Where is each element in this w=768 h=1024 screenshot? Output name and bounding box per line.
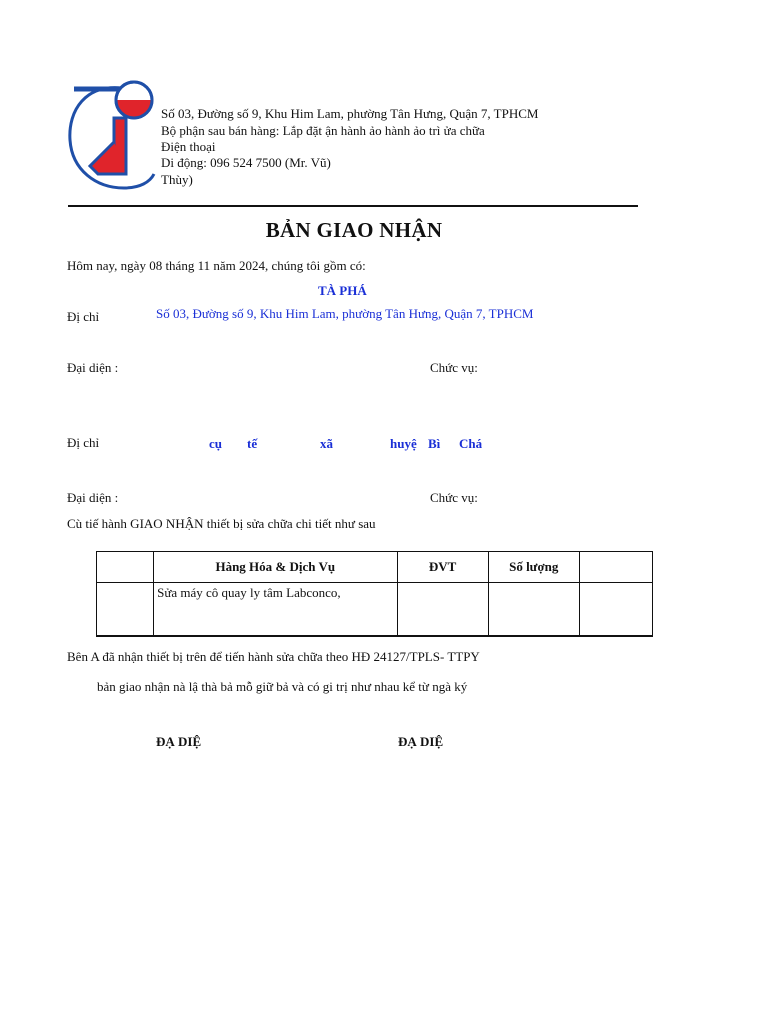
handover-line: Cù tiế hành GIAO NHẬN thiết bị sửa chữa chi tiết như sau [67, 516, 376, 531]
party-b-address-part: Chá [459, 436, 483, 451]
party-b-address-part: huyệ [390, 436, 417, 451]
signature-party-a: ĐẠ DIỆ [156, 734, 202, 749]
header-divider [68, 205, 638, 207]
after-sales-line: Bộ phận sau bán hàng: Lắp đặt ận hành ảo hành ảo trì ửa chữa [161, 123, 485, 138]
mobile-line: Di động: 096 524 7500 (Mr. Vũ) [161, 155, 331, 170]
party-a-address-label: Đị chỉ [67, 309, 100, 324]
phone-line: Điện thoại [161, 139, 216, 154]
table-cell: Sửa máy cô quay ly tâm Labconco, [154, 583, 397, 637]
party-b-address-part: cụ [209, 436, 222, 451]
table-header-cell: ĐVT [397, 552, 488, 583]
table-header-cell: Số lượng [488, 552, 579, 583]
table-cell [579, 583, 652, 637]
party-b-position-label: Chức vụ: [430, 490, 478, 505]
company-address: Số 03, Đường số 9, Khu Him Lam, phường Tân Hưng, Quận 7, TPHCM [161, 106, 539, 121]
party-a-rep-label: Đại diện : [67, 360, 119, 375]
party-b-address-label: Đị chỉ [67, 435, 100, 450]
table-cell [97, 583, 154, 637]
items-table [96, 551, 653, 637]
table-cell [488, 583, 579, 637]
table-cell [397, 583, 488, 637]
table-header-cell: Hàng Hóa & Dịch Vụ [154, 552, 397, 583]
table-row [97, 583, 653, 637]
intro-line: Hôm nay, ngày 08 tháng 11 năm 2024, chúng tôi gồm có: [67, 258, 366, 273]
document-title: BẢN GIAO NHẬN [265, 218, 443, 242]
table-header-row [97, 552, 653, 583]
company-logo [64, 70, 158, 192]
signature-party-b: ĐẠ DIỆ [398, 734, 444, 749]
party-a-position-label: Chức vụ: [430, 360, 478, 375]
party-b-address-part: Bì [428, 436, 441, 451]
after-table-line: Bên A đã nhận thiết bị trên để tiến hành sửa chữa theo HĐ 24127/TPLS- TTPY [67, 649, 480, 664]
party-a-address: Số 03, Đường số 9, Khu Him Lam, phường Tân Hưng, Quận 7, TPHCM [156, 306, 534, 321]
party-b-address-part: xã [320, 436, 333, 451]
copies-line: bản giao nhận nà lậ thà bả mỗ giữ bả và có gi trị như nhau kể từ ngà ký [97, 679, 468, 694]
name-line: Thùy) [161, 172, 193, 187]
party-a-name: TÀ PHÁ [318, 283, 367, 298]
party-b-address-part: tế [247, 436, 258, 451]
table-header-cell [97, 552, 154, 583]
party-b-rep-label: Đại diện : [67, 490, 119, 505]
table-header-cell [579, 552, 652, 583]
